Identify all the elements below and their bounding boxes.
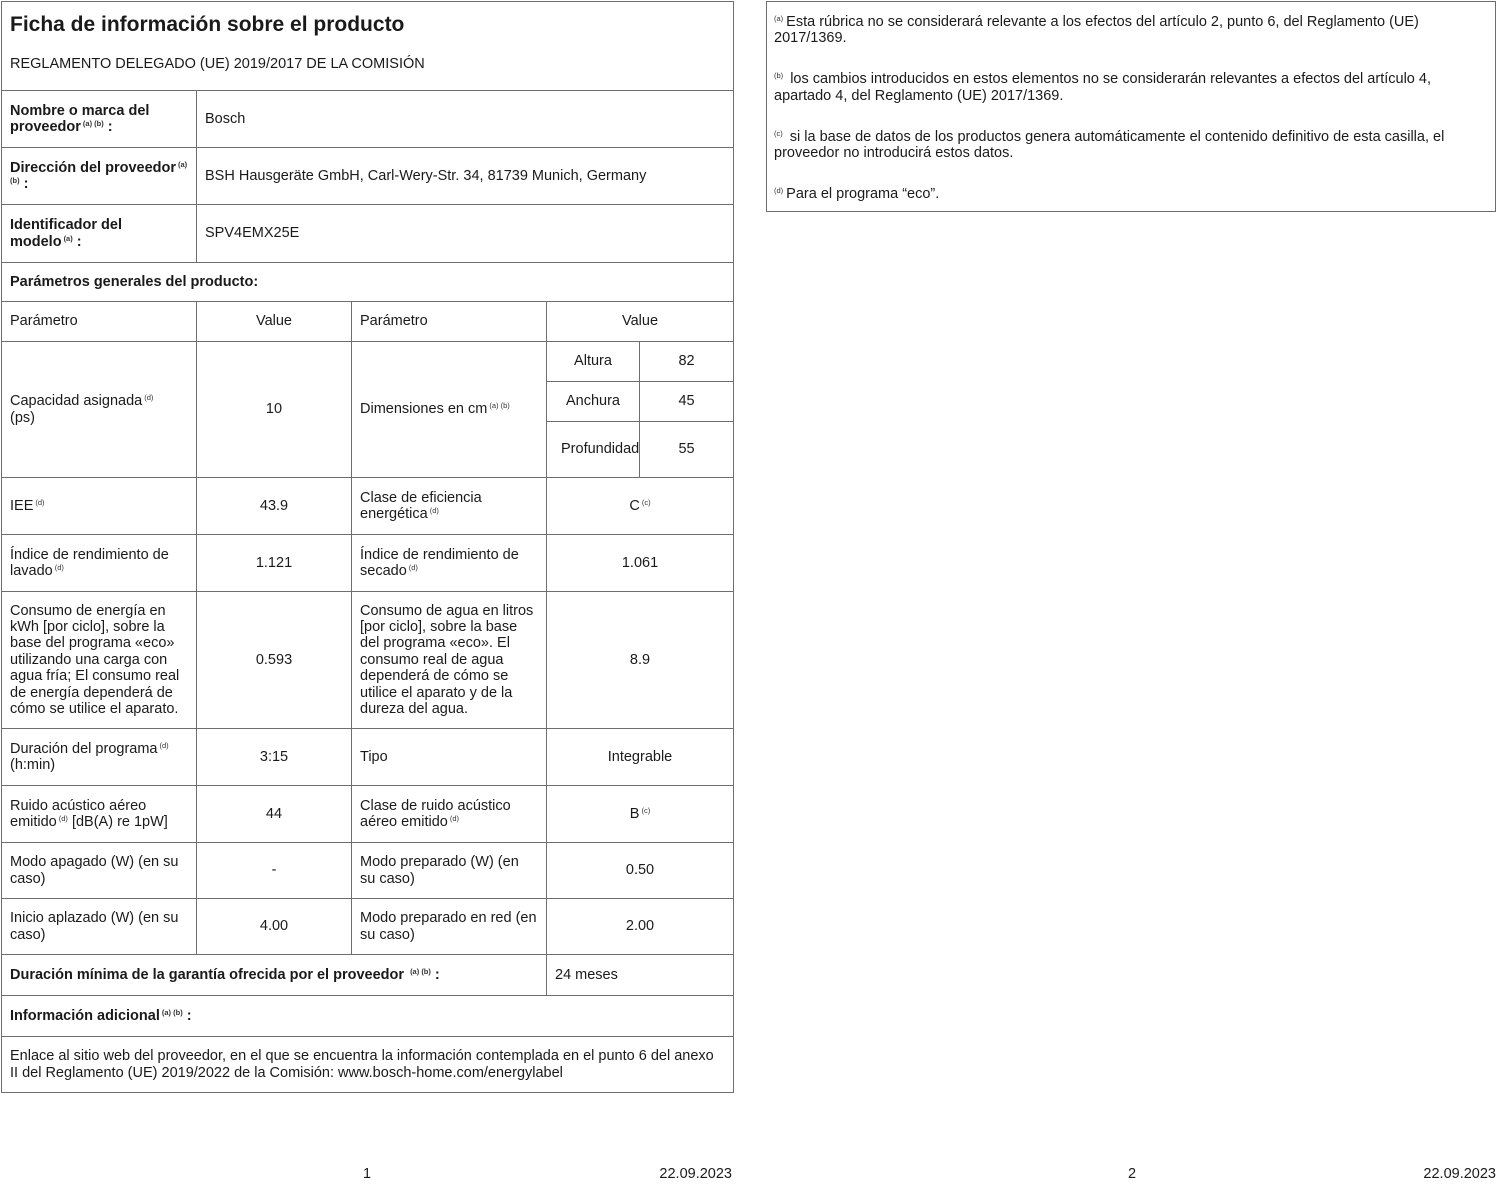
dimensions-sup: (a) (b) bbox=[489, 401, 510, 411]
footnote-mark: (b) bbox=[774, 71, 784, 81]
address-row: Dirección del proveedor $^{(a) (b)}$ : BSH Hausgeräte GmbH, Carl-Wery-Str. 34, 81739 Munich, Germany bbox=[2, 148, 734, 205]
footnote-mark: (a) bbox=[774, 14, 784, 23]
footnote-text: Para el programa “eco”. bbox=[786, 186, 940, 203]
capacity-label: Capacidad asignada bbox=[10, 393, 143, 410]
performance-index-row bbox=[2, 535, 734, 592]
water-label: Consumo de agua en litros [por ciclo], sobre la base del programa «eco». El consumo real de agua dependerá de cómo se utilice el aparato y de la dureza del agua. bbox=[360, 602, 534, 718]
wash-index-label: Índice de rendimiento de lavado bbox=[10, 546, 169, 579]
standby-label: Modo preparado (W) (en su caso) bbox=[360, 854, 519, 887]
noise-label: Ruido acústico aéreo emitido bbox=[10, 797, 147, 830]
supplier-link-text: Enlace al sitio web del proveedor, en el que se encuentra la información contemplada en el punto 6 del anexo II del Reglamento (UE) 2019/2022 de la Comisión: www.bosch-home.com/energylabel bbox=[10, 1048, 714, 1081]
dry-index-sup: (d) bbox=[408, 563, 418, 572]
network-standby-value: 2.00 bbox=[625, 918, 655, 935]
model-label: Identificador del modelo bbox=[10, 217, 122, 250]
off-mode-value: - bbox=[271, 862, 277, 879]
duration-sup: (d) bbox=[159, 740, 169, 750]
supplier-row: Nombre o marca del proveedor $^{(a) (b)}$ : Bosch bbox=[2, 91, 734, 148]
header-row bbox=[2, 2, 734, 91]
noise-unit: [dB(A) re 1pW] bbox=[71, 814, 168, 830]
page-2 bbox=[766, 0, 1498, 1186]
noise-sup: (d) bbox=[58, 814, 68, 823]
footnote bbox=[774, 186, 1487, 202]
col-value-2: Value bbox=[622, 313, 659, 330]
standby-value: 0.50 bbox=[625, 862, 655, 879]
duration-value: 3:15 bbox=[259, 748, 289, 765]
col-value-1: Value bbox=[255, 313, 292, 330]
iee-value: 43.9 bbox=[259, 497, 289, 514]
depth-value: 55 bbox=[678, 441, 695, 458]
col-param-1: Parámetro bbox=[10, 313, 78, 330]
supplier-label: Nombre o marca del proveedor bbox=[10, 102, 150, 135]
height-value: 82 bbox=[678, 353, 695, 370]
wash-index-value: 1.121 bbox=[255, 554, 293, 571]
footnote-text: los cambios introducidos en estos elementos no se considerarán relevantes a efectos del artículo 4, apartado 4, del Reglamento (UE) 2017/1369. bbox=[774, 71, 1431, 104]
supplier-sup: (a) (b) bbox=[82, 119, 104, 128]
wash-index-sup: (d) bbox=[54, 563, 64, 572]
network-standby-label: Modo preparado en red (en su caso) bbox=[360, 910, 537, 943]
duration-unit: (h:min) bbox=[10, 757, 56, 773]
energy-value: 0.593 bbox=[255, 651, 293, 668]
consumption-row bbox=[2, 592, 734, 729]
width-value: 45 bbox=[678, 393, 695, 410]
columns-header-row bbox=[2, 302, 734, 342]
footnote bbox=[774, 14, 1487, 47]
general-params-row bbox=[2, 263, 734, 302]
general-params-heading: Parámetros generales del producto: bbox=[10, 273, 259, 290]
dry-index-label: Índice de rendimiento de secado bbox=[360, 546, 519, 579]
model-value: SPV4EMX25E bbox=[205, 225, 300, 242]
model-sup: (a) bbox=[63, 233, 73, 243]
iee-row bbox=[2, 478, 734, 535]
address-value: BSH Hausgeräte GmbH, Carl-Wery-Str. 34, 81739 Munich, Germany bbox=[205, 167, 647, 184]
type-value: Integrable bbox=[607, 748, 673, 765]
address-sup: (a) (b) bbox=[10, 159, 188, 185]
additional-info-row: Información adicional $^{(a) (b)}$ : bbox=[2, 996, 734, 1037]
page-number: 2 bbox=[1128, 1166, 1137, 1182]
address-label: Dirección del proveedor bbox=[10, 159, 176, 176]
height-label: Altura bbox=[574, 353, 612, 370]
duration-row bbox=[2, 729, 734, 786]
dimensions-label: Dimensiones en cm bbox=[360, 401, 488, 418]
dry-index-value: 1.061 bbox=[621, 554, 659, 571]
additional-label: Información adicional bbox=[10, 1007, 160, 1024]
iee-sup: (d) bbox=[35, 497, 45, 507]
regulation-subtitle: REGLAMENTO DELEGADO (UE) 2019/2017 DE LA COMISIÓN bbox=[10, 56, 425, 72]
efficiency-class-sup: (d) bbox=[429, 506, 439, 515]
footnote bbox=[774, 71, 1487, 104]
noise-row bbox=[2, 786, 734, 843]
delay-start-label: Inicio aplazado (W) (en su caso) bbox=[10, 910, 179, 943]
page-number: 1 bbox=[363, 1166, 372, 1182]
page-date: 22.09.2023 bbox=[659, 1166, 732, 1182]
water-value: 8.9 bbox=[629, 651, 651, 668]
type-label: Tipo bbox=[360, 748, 388, 765]
capacity-value: 10 bbox=[265, 401, 283, 418]
energy-label: Consumo de energía en kWh [por ciclo], sobre la base del programa «eco» utilizando una carga con agua fría; El consumo real de energía dependerá de cómo se utilice el aparato. bbox=[10, 602, 180, 718]
product-info-table bbox=[1, 1, 734, 1093]
additional-sup: (a) (b) bbox=[161, 1007, 183, 1017]
model-row: Identificador del modelo $^{(a)}$ : SPV4EMX25E bbox=[2, 205, 734, 263]
footnote bbox=[774, 129, 1487, 162]
capacity-unit: (ps) bbox=[10, 409, 35, 426]
guarantee-row: Duración mínima de la garantía ofrecida por el proveedor $^{(a) (b)}$ : 24 meses bbox=[2, 955, 734, 996]
iee-label: IEE bbox=[10, 497, 34, 514]
footnote-mark: (d) bbox=[774, 186, 784, 196]
guarantee-sup: (a) (b) bbox=[410, 966, 431, 976]
col-param-2: Parámetro bbox=[360, 313, 428, 330]
delay-network-row bbox=[2, 899, 734, 955]
supplier-value: Bosch bbox=[205, 110, 246, 127]
efficiency-class-value-sup: (c) bbox=[641, 497, 651, 507]
efficiency-class-value: C bbox=[629, 497, 640, 514]
footnote-text: si la base de datos de los productos genera automáticamente el contenido definitivo de esta casilla, el proveedor no introducirá estos datos. bbox=[774, 128, 1445, 162]
footnotes-box bbox=[766, 1, 1496, 212]
delay-start-value: 4.00 bbox=[259, 918, 289, 935]
capacity-sup: (d) bbox=[144, 393, 154, 403]
off-mode-label: Modo apagado (W) (en su caso) bbox=[10, 854, 179, 887]
noise-class-label: Clase de ruido acústico aéreo emitido bbox=[360, 797, 511, 830]
link-row bbox=[2, 1037, 734, 1093]
page-date: 22.09.2023 bbox=[1423, 1166, 1496, 1182]
footnote-text: Esta rúbrica no se considerará relevante a los efectos del artículo 2, punto 6, del Reglamento (UE) 2017/1369. bbox=[774, 14, 1419, 47]
width-label: Anchura bbox=[565, 393, 620, 410]
guarantee-value: 24 meses bbox=[555, 966, 618, 983]
duration-label: Duración del programa bbox=[10, 740, 158, 757]
page-1 bbox=[0, 0, 734, 1186]
footnote-mark: (c) bbox=[774, 128, 783, 138]
depth-label: Profundidad bbox=[561, 441, 640, 458]
page-title: Ficha de información sobre el producto bbox=[10, 13, 405, 36]
capacity-row bbox=[2, 342, 734, 382]
guarantee-label: Duración mínima de la garantía ofrecida por el proveedor bbox=[10, 966, 405, 983]
noise-value: 44 bbox=[265, 805, 283, 822]
power-modes-row bbox=[2, 843, 734, 899]
efficiency-class-label: Clase de eficiencia energética bbox=[360, 489, 482, 522]
noise-class-sup: (d) bbox=[449, 814, 460, 823]
noise-class-value-sup: (c) bbox=[641, 805, 651, 815]
noise-class-value: B bbox=[629, 805, 640, 822]
